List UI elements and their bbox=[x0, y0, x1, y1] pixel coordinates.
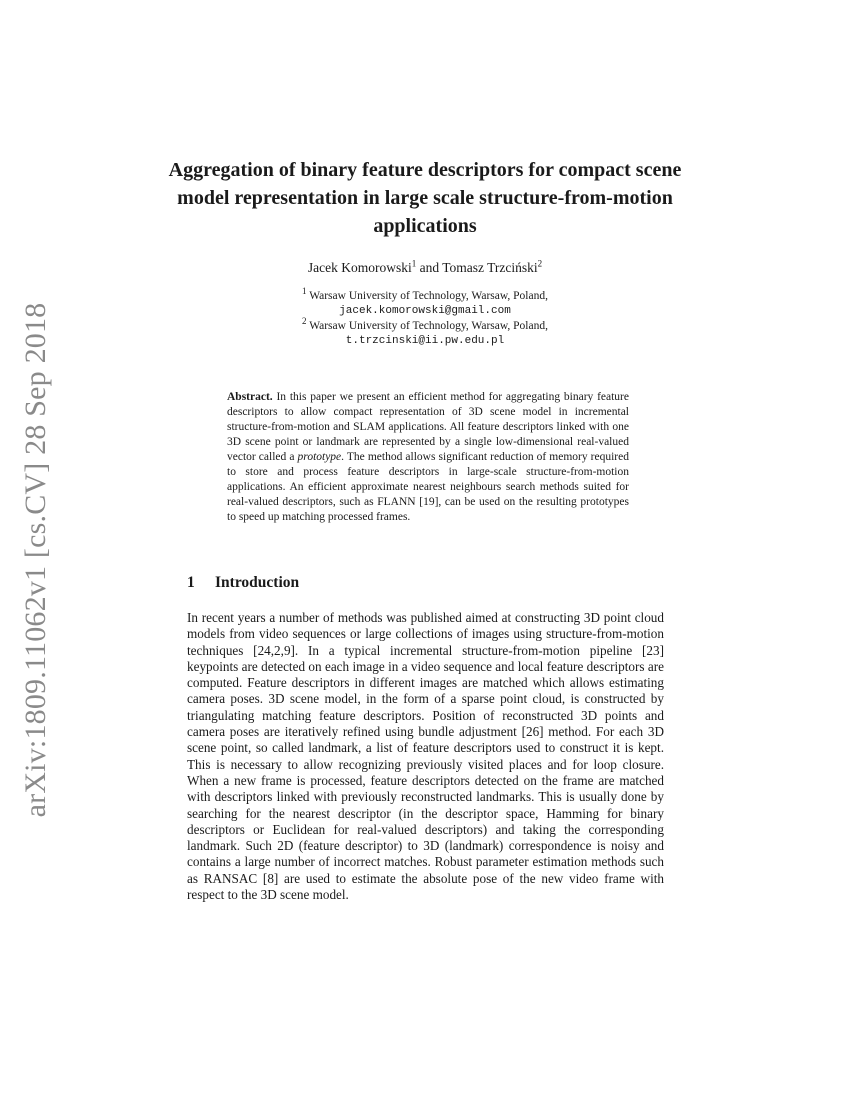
abstract-text: In this paper we present an efficient method for aggregating binary feature descriptors to allow compact representation of 3D scene model in incremental structure-from-motion and SLAM applications. All feature descriptors linked with one 3D scene point or landmark are represented by a single low-dimensional real-valued vector called a bbox=[227, 391, 629, 463]
author-email[interactable]: jacek.komorowski@gmail.com bbox=[339, 305, 511, 317]
author-name: Jacek Komorowski bbox=[307, 260, 412, 275]
affiliation-list bbox=[150, 286, 700, 349]
author-list bbox=[150, 259, 700, 277]
section-heading bbox=[187, 573, 299, 593]
affiliation-mark: 1 bbox=[411, 258, 417, 269]
affiliation-institution: Warsaw University of Technology, Warsaw, Poland, bbox=[309, 290, 548, 302]
abstract bbox=[227, 390, 629, 525]
section-number: 1 bbox=[187, 574, 195, 591]
affiliation-line bbox=[150, 316, 700, 334]
affiliation-mark: 1 bbox=[302, 286, 307, 297]
abstract-text: . The method allows significant reduction of memory required to store and process feature descriptors in large-scale structure-from-motion applications. An efficient approximate nearest neighbours search methods suited for real-valued descriptors, such as FLANN [19], can be used on the resulting prototypes to speed up matching processed frames. bbox=[227, 451, 629, 523]
section-title: Introduction bbox=[215, 574, 300, 591]
author-name: Tomasz Trzciński bbox=[442, 260, 538, 275]
section-body-text: In recent years a number of methods was published aimed at constructing 3D point cloud models from video sequences or large collections of images using structure-from-motion techniques [24,2,9]. In a typical incremental structure-from-motion pipeline [23] keypoints are detected on each image in a video sequence and local feature descriptors are computed. Feature descriptors in different images are matched which allows estimating camera poses. 3D scene model, in the form of a sparse point cloud, is constructed by triangulating matching feature descriptors. Position of reconstructed 3D points and camera poses are iteratively refined using bundle adjustment [26] method. For each 3D scene point, so called landmark, a list of feature descriptors used to construct it is kept. This is necessary to allow recognizing previously visited places and for loop closure. When a new frame is processed, feature descriptors detected on the frame are matched with descriptors linked with previously reconstructed landmarks. This is usually done by searching for the nearest descriptor (in the descriptor space, Hamming for binary descriptors or Euclidean for real-valued descriptors) and taking the corresponding landmark. Such 2D (feature descriptor) to 3D (landmark) correspondence is noisy and contains a large number of incorrect matches. Robust parameter estimation methods such as RANSAC [8] are used to estimate the absolute pose of the new video frame with respect to the 3D scene model. bbox=[187, 610, 664, 903]
arxiv-identifier-stamp: arXiv:1809.11062v1 [cs.CV] 28 Sep 2018 bbox=[19, 302, 52, 818]
abstract-label: Abstract. bbox=[227, 391, 273, 403]
affiliation-mark: 2 bbox=[302, 316, 307, 327]
author-email[interactable]: t.trzcinski@ii.pw.edu.pl bbox=[345, 335, 505, 347]
affiliation-line bbox=[150, 286, 700, 304]
affiliation-institution: Warsaw University of Technology, Warsaw, Poland, bbox=[309, 320, 548, 332]
author-separator: and bbox=[419, 260, 440, 275]
affiliation-mark: 2 bbox=[537, 258, 543, 269]
paper-title: Aggregation of binary feature descriptors for compact scene model representation in large scale structure-from-motion applications bbox=[168, 159, 682, 237]
abstract-emphasis: prototype bbox=[297, 451, 342, 463]
